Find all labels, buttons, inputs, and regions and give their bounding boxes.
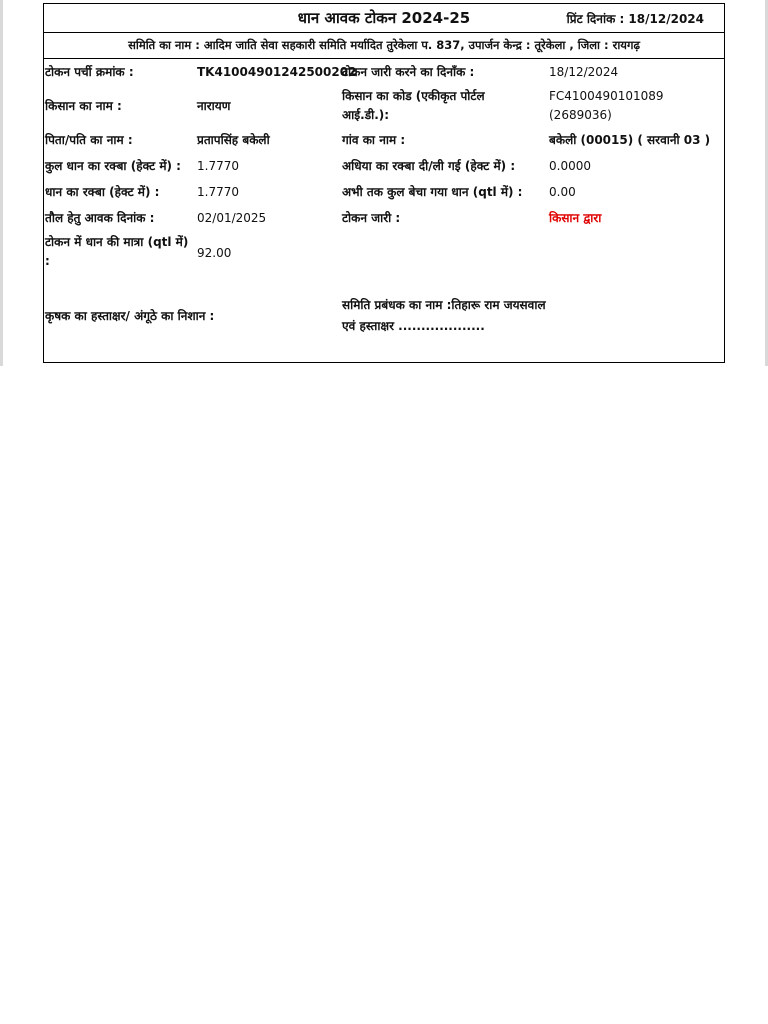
token-no-value: TK41004901242500202 [197, 65, 357, 79]
farmer-name-value: नारायण [197, 99, 231, 113]
token-document [43, 3, 725, 363]
village-label: गांव का नाम : [342, 133, 406, 147]
token-no-label: टोकन पर्ची क्रमांक : [45, 65, 134, 79]
samiti-info: समिति का नाम : आदिम जाति सेवा सहकारी समिति मर्यादित तुरेकेला प. 837, उपार्जन केन्द्र : तूरेकेला , जिला : रायगढ़ [44, 33, 724, 59]
weigh-date-label: तौल हेतु आवक दिनांक : [45, 211, 155, 225]
paddy-area-value: 1.7770 [197, 185, 239, 199]
farmer-signature-label: कृषक का हस्ताक्षर/ अंगूठे का निशान : [45, 309, 215, 323]
manager-name-line: समिति प्रबंधक का नाम :तिहारू राम जयसवाल [342, 298, 546, 312]
qty-value: 92.00 [197, 246, 232, 260]
weigh-date-value: 02/01/2025 [197, 211, 267, 225]
farmer-name-label: किसान का नाम : [45, 99, 122, 113]
manager-signature-line: एवं हस्ताक्षर ................... [342, 319, 485, 333]
token-details [44, 59, 724, 361]
village-value: बकेली (00015) ( सरवानी 03 ) [549, 133, 711, 147]
qty-label-line1: टोकन में धान की मात्रा (qtl में) [45, 235, 189, 249]
token-issue-date-value: 18/12/2024 [549, 65, 619, 79]
farmer-code-label-line1: किसान का कोड (एकीकृत पोर्टल [342, 89, 485, 103]
total-area-label: कुल धान का रक्बा (हेक्ट में) : [45, 159, 181, 173]
print-date: प्रिंट दिनांक : 18/12/2024 [566, 12, 704, 26]
sold-label: अभी तक कुल बेचा गया धान (qtl में) : [342, 185, 523, 199]
paddy-area-label: धान का रक्बा (हेक्ट में) : [45, 185, 160, 199]
title-row [44, 4, 724, 33]
document-page [3, 0, 765, 366]
adhiya-area-value: 0.0000 [549, 159, 591, 173]
father-name-value: प्रतापसिंह बकेली [197, 133, 270, 147]
token-issue-date-label: टोकन जारी करने का दिनाँक : [342, 65, 475, 79]
total-area-value: 1.7770 [197, 159, 239, 173]
token-issued-label: टोकन जारी : [342, 211, 401, 225]
farmer-code-value-line2: (2689036) [549, 108, 612, 122]
document-title: धान आवक टोकन 2024-25 [297, 9, 471, 27]
farmer-code-label-line2: आई.डी.): [342, 108, 390, 122]
sold-value: 0.00 [549, 185, 576, 199]
farmer-code-value-line1: FC4100490101089 [549, 89, 664, 103]
qty-label-line2: : [45, 254, 50, 268]
token-issued-value: किसान द्वारा [549, 211, 602, 225]
father-name-label: पिता/पति का नाम : [45, 133, 133, 147]
adhiya-area-label: अधिया का रक्बा दी/ली गई (हेक्ट में) : [342, 159, 516, 173]
